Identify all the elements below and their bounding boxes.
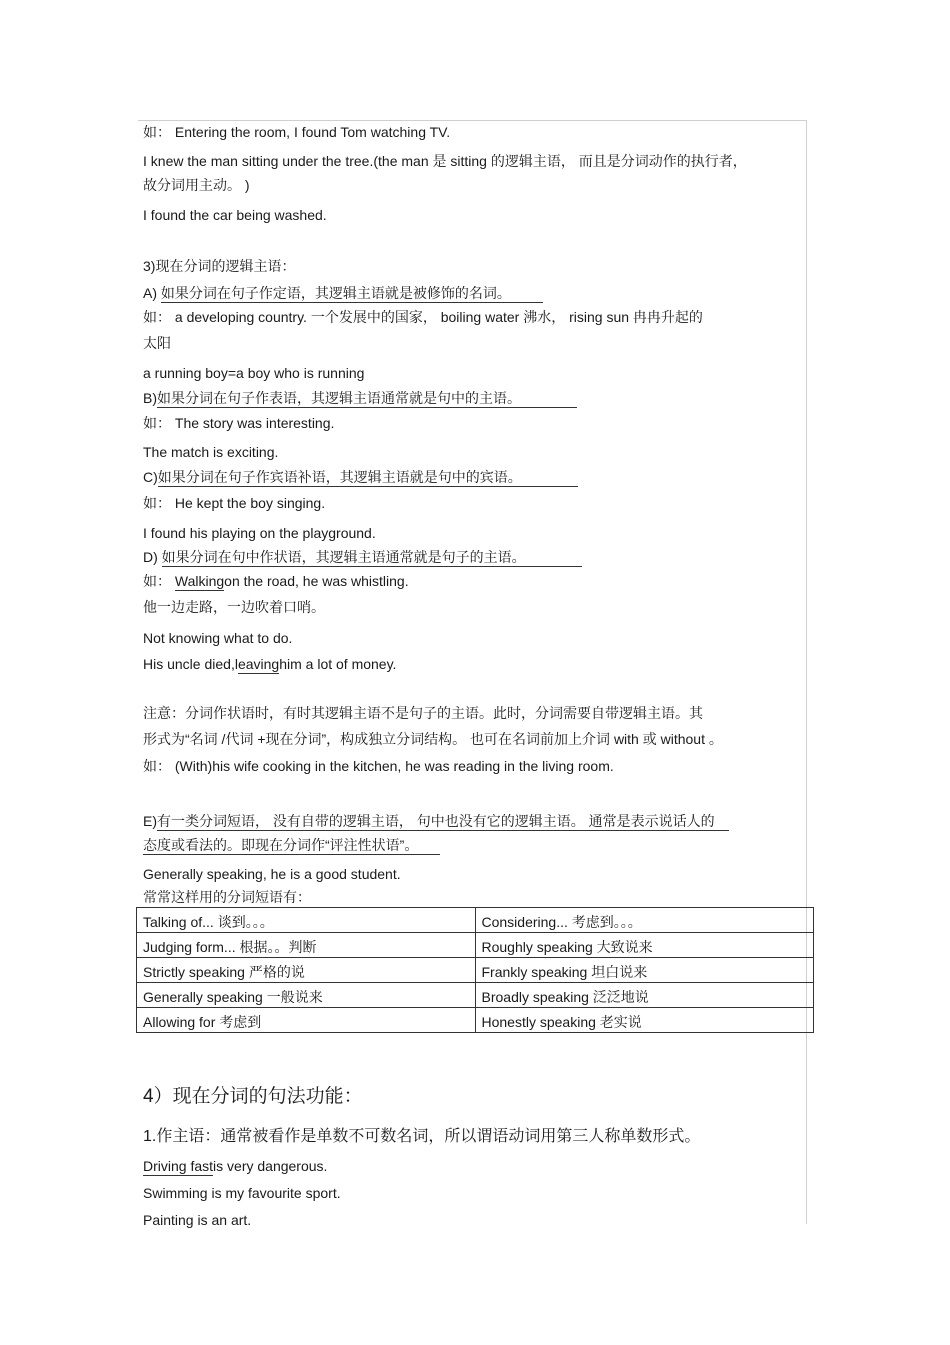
table-row [137,958,814,983]
rule-e [143,812,729,831]
example-rest: him a lot of money. [279,656,397,672]
example-line: 如： a developing country. 一个发展中的国家， boiling water 沸水， rising sun 冉冉升起的 [143,309,703,325]
rule-e-cont [143,836,440,855]
example-line: 太阳 [143,335,171,351]
table-cell: Judging form... 根据。。判断 [137,933,476,958]
rule-prefix: A) [143,285,161,301]
example-rest: on the road, he was whistling. [224,573,409,589]
rule-text: 如果分词在句子作表语，其逻辑主语通常就是句中的主语。 [157,390,577,408]
example-line [143,1157,327,1176]
example-line: The match is exciting. [143,444,279,460]
example-line: 如： The story was interesting. [143,415,335,431]
example-line: Swimming is my favourite sport. [143,1185,341,1201]
note-line: 形式为“名词 /代词 +现在分词”，构成独立分词结构。 也可在名词前加上介词 with 或 without 。 [143,731,723,747]
rule-text: 如果分词在句中作状语，其逻辑主语通常就是句子的主语。 [162,549,582,567]
rule-text: 有一类分词短语， 没有自带的逻辑主语， 句中也没有它的逻辑主语。 通常是表示说话人的 [157,813,729,831]
example-prefix: His uncle died,l [143,656,238,672]
table-cell: Allowing for 考虑到 [137,1008,476,1033]
table-cell: Frankly speaking 坦白说来 [475,958,814,983]
table-cell: Generally speaking 一般说来 [137,983,476,1008]
subsection-heading: 1.作主语：通常被看作是单数不可数名词，所以谓语动词用第三人称单数形式。 [143,1128,701,1145]
section-heading: 3)现在分词的逻辑主语： [143,258,296,274]
table-cell: Talking of... 谈到。。。 [137,908,476,933]
underlined-word: Driving fast [143,1158,214,1174]
example-line [143,655,396,674]
example-line: Painting is an art. [143,1212,252,1228]
example-line: Not knowing what to do. [143,630,293,646]
note-line: 注意：分词作状语时，有时其逻辑主语不是句子的主语。此时，分词需要自带逻辑主语。其 [143,705,703,721]
rule-prefix: B) [143,390,157,406]
example-line: 如： (With)his wife cooking in the kitchen, he was reading in the living room. [143,758,614,774]
rule-a [143,284,543,303]
section-heading: 4）现在分词的句法功能： [143,1086,363,1107]
rule-prefix: E) [143,813,157,829]
table-row [137,1008,814,1033]
example-line: I knew the man sitting under the tree.(the man 是 sitting 的逻辑主语， 而且是分词动作的执行者， [143,153,747,169]
table-cell: Considering... 考虑到。。。 [475,908,814,933]
rule-d [143,548,582,567]
table-row [137,933,814,958]
example-line: 如： He kept the boy singing. [143,495,326,511]
underlined-word: eaving [237,656,280,672]
rule-text: 态度或看法的。即现在分词作“评注性状语”。 [143,837,440,855]
table-intro: 常常这样用的分词短语有： [143,889,311,905]
rule-text: 如果分词在句子作定语，其逻辑主语就是被修饰的名词。 [161,285,543,303]
phrase-table [136,907,814,1033]
table-cell: Roughly speaking 大致说来 [475,933,814,958]
example-line: 他一边走路，一边吹着口哨。 [143,599,325,615]
example-prefix: 如： [143,573,175,589]
rule-text: 如果分词在句子作宾语补语，其逻辑主语就是句中的宾语。 [158,469,578,487]
rule-prefix: D) [143,549,162,565]
underlined-word: Walking [174,573,225,589]
table-cell: Strictly speaking 严格的说 [137,958,476,983]
table-cell: Broadly speaking 泛泛地说 [475,983,814,1008]
example-line: I found the car being washed. [143,207,327,223]
rule-c [143,468,578,487]
example-line: I found his playing on the playground. [143,525,376,541]
example-line: Generally speaking, he is a good student. [143,866,401,882]
rule-prefix: C) [143,469,158,485]
example-line [143,572,409,591]
rule-b [143,389,577,408]
example-line: a running boy=a boy who is running [143,365,365,381]
table-row [137,908,814,933]
table-row [137,983,814,1008]
example-line: 故分词用主动。 ) [143,177,250,193]
example-rest: is very dangerous. [213,1158,328,1174]
example-line: 如： Entering the room, I found Tom watching TV. [143,124,451,140]
table-cell: Honestly speaking 老实说 [475,1008,814,1033]
